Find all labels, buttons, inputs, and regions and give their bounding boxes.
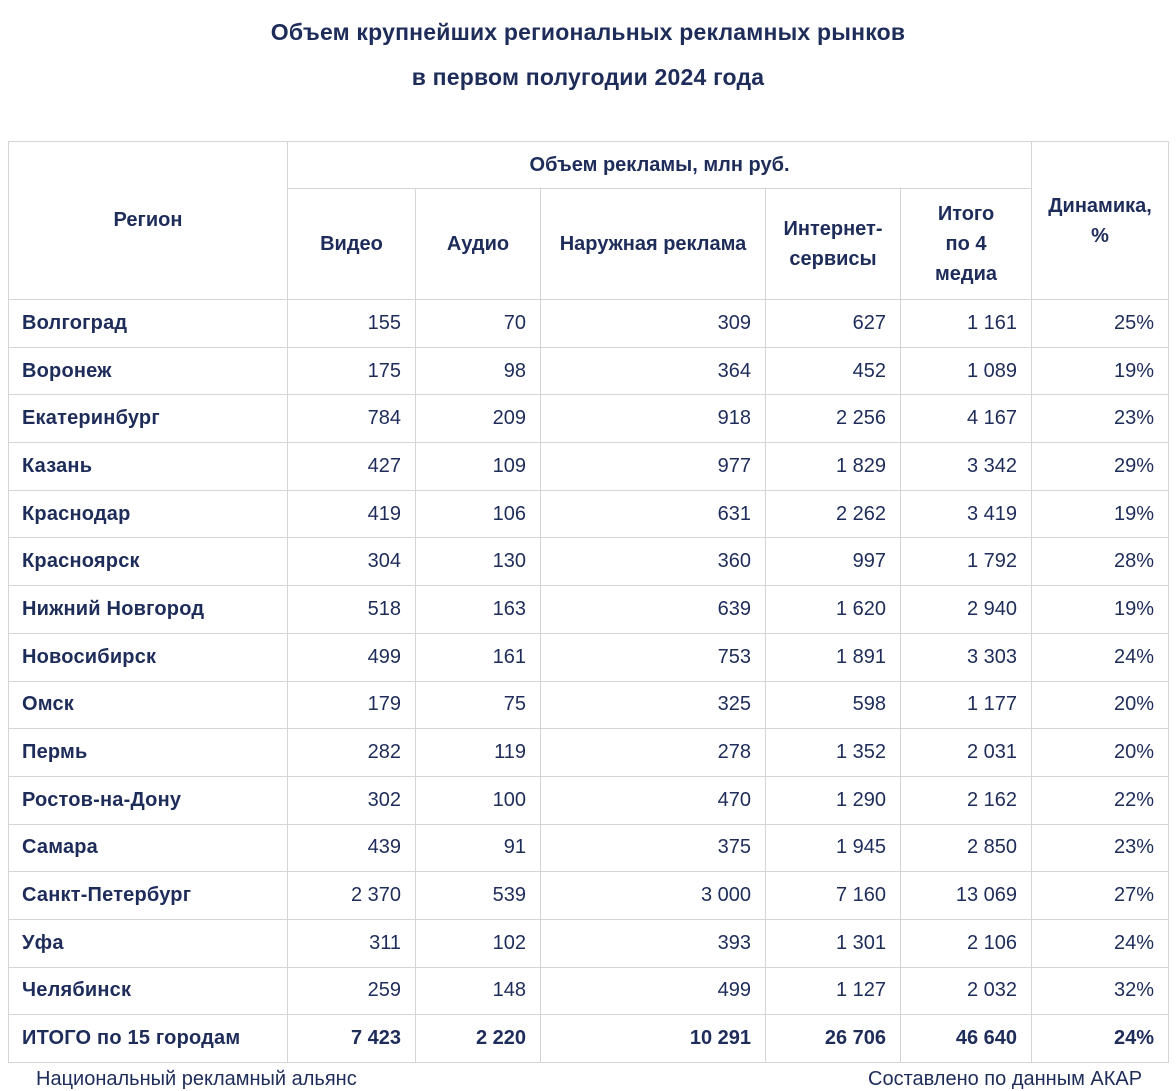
table-row xyxy=(9,586,1169,634)
value-cell: 302 xyxy=(288,776,416,824)
value-cell: 2 262 xyxy=(766,490,901,538)
table-row xyxy=(9,633,1169,681)
value-cell: 627 xyxy=(766,300,901,348)
value-cell: 631 xyxy=(541,490,766,538)
value-cell: 259 xyxy=(288,967,416,1015)
value-cell: 4 167 xyxy=(901,395,1032,443)
value-cell: 119 xyxy=(416,729,541,777)
value-cell: 163 xyxy=(416,586,541,634)
value-cell: 439 xyxy=(288,824,416,872)
value-cell: 3 419 xyxy=(901,490,1032,538)
value-cell: 175 xyxy=(288,347,416,395)
value-cell: 282 xyxy=(288,729,416,777)
value-cell: 179 xyxy=(288,681,416,729)
value-cell: 32% xyxy=(1032,967,1169,1015)
header-video: Видео xyxy=(288,189,416,300)
table-row xyxy=(9,490,1169,538)
value-cell: 278 xyxy=(541,729,766,777)
header-dynamics: Динамика, % xyxy=(1032,142,1169,300)
value-cell: 499 xyxy=(288,633,416,681)
value-cell: 27% xyxy=(1032,872,1169,920)
value-cell: 209 xyxy=(416,395,541,443)
value-cell: 70 xyxy=(416,300,541,348)
value-cell: 19% xyxy=(1032,586,1169,634)
value-cell: 499 xyxy=(541,967,766,1015)
value-cell: 22% xyxy=(1032,776,1169,824)
footnote-right-fragment: Составлено по данным АКАР xyxy=(868,1068,1143,1090)
value-cell: 598 xyxy=(766,681,901,729)
value-cell: 23% xyxy=(1032,824,1169,872)
value-cell: 918 xyxy=(541,395,766,443)
title-line-2: в первом полугодии 2024 года xyxy=(411,64,765,90)
value-cell: 1 089 xyxy=(901,347,1032,395)
value-cell: 24% xyxy=(1032,633,1169,681)
value-cell: 2 106 xyxy=(901,919,1032,967)
value-cell: 470 xyxy=(541,776,766,824)
value-cell: 26 706 xyxy=(766,1015,901,1063)
page-title xyxy=(0,0,1176,92)
value-cell: 3 342 xyxy=(901,443,1032,491)
region-cell: Екатеринбург xyxy=(9,395,288,443)
table-row xyxy=(9,443,1169,491)
regional-ad-market-table xyxy=(8,141,1169,1063)
region-cell: Волгоград xyxy=(9,300,288,348)
value-cell: 28% xyxy=(1032,538,1169,586)
region-cell: Омск xyxy=(9,681,288,729)
table-row xyxy=(9,776,1169,824)
value-cell: 2 940 xyxy=(901,586,1032,634)
region-cell: Ростов-на-Дону xyxy=(9,776,288,824)
value-cell: 91 xyxy=(416,824,541,872)
value-cell: 452 xyxy=(766,347,901,395)
value-cell: 13 069 xyxy=(901,872,1032,920)
value-cell: 7 423 xyxy=(288,1015,416,1063)
value-cell: 98 xyxy=(416,347,541,395)
header-outdoor: Наружная реклама xyxy=(541,189,766,300)
value-cell: 360 xyxy=(541,538,766,586)
table-row xyxy=(9,729,1169,777)
value-cell: 518 xyxy=(288,586,416,634)
region-cell: Новосибирск xyxy=(9,633,288,681)
value-cell: 997 xyxy=(766,538,901,586)
value-cell: 2 162 xyxy=(901,776,1032,824)
value-cell: 19% xyxy=(1032,347,1169,395)
value-cell: 309 xyxy=(541,300,766,348)
region-cell: Краснодар xyxy=(9,490,288,538)
table-header xyxy=(9,142,1169,300)
table-row xyxy=(9,300,1169,348)
value-cell: 419 xyxy=(288,490,416,538)
value-cell: 1 829 xyxy=(766,443,901,491)
value-cell: 10 291 xyxy=(541,1015,766,1063)
footnote-clipped xyxy=(0,1068,1176,1090)
table-body xyxy=(9,300,1169,1063)
value-cell: 23% xyxy=(1032,395,1169,443)
table-row xyxy=(9,824,1169,872)
value-cell: 1 792 xyxy=(901,538,1032,586)
region-cell: Воронеж xyxy=(9,347,288,395)
value-cell: 1 891 xyxy=(766,633,901,681)
value-cell: 148 xyxy=(416,967,541,1015)
value-cell: 24% xyxy=(1032,919,1169,967)
value-cell: 1 127 xyxy=(766,967,901,1015)
value-cell: 1 620 xyxy=(766,586,901,634)
value-cell: 106 xyxy=(416,490,541,538)
value-cell: 539 xyxy=(416,872,541,920)
table-row xyxy=(9,872,1169,920)
value-cell: 2 031 xyxy=(901,729,1032,777)
value-cell: 1 352 xyxy=(766,729,901,777)
value-cell: 2 370 xyxy=(288,872,416,920)
region-cell: ИТОГО по 15 городам xyxy=(9,1015,288,1063)
value-cell: 155 xyxy=(288,300,416,348)
value-cell: 7 160 xyxy=(766,872,901,920)
value-cell: 784 xyxy=(288,395,416,443)
value-cell: 25% xyxy=(1032,300,1169,348)
value-cell: 325 xyxy=(541,681,766,729)
footnote-left-fragment: Национальный рекламный альянс xyxy=(36,1068,357,1090)
value-cell: 19% xyxy=(1032,490,1169,538)
table-row xyxy=(9,538,1169,586)
region-cell: Самара xyxy=(9,824,288,872)
value-cell: 2 850 xyxy=(901,824,1032,872)
value-cell: 100 xyxy=(416,776,541,824)
header-internet: Интернет-сервисы xyxy=(766,189,901,300)
region-cell: Казань xyxy=(9,443,288,491)
value-cell: 2 256 xyxy=(766,395,901,443)
region-cell: Челябинск xyxy=(9,967,288,1015)
value-cell: 364 xyxy=(541,347,766,395)
value-cell: 304 xyxy=(288,538,416,586)
table-row xyxy=(9,919,1169,967)
table-row xyxy=(9,681,1169,729)
value-cell: 24% xyxy=(1032,1015,1169,1063)
value-cell: 311 xyxy=(288,919,416,967)
table-row xyxy=(9,967,1169,1015)
value-cell: 1 945 xyxy=(766,824,901,872)
value-cell: 130 xyxy=(416,538,541,586)
region-cell: Уфа xyxy=(9,919,288,967)
value-cell: 753 xyxy=(541,633,766,681)
value-cell: 102 xyxy=(416,919,541,967)
value-cell: 20% xyxy=(1032,681,1169,729)
table-row xyxy=(9,347,1169,395)
value-cell: 29% xyxy=(1032,443,1169,491)
title-line-1: Объем крупнейших региональных рекламных рынков xyxy=(270,19,906,45)
region-cell: Санкт-Петербург xyxy=(9,872,288,920)
value-cell: 1 301 xyxy=(766,919,901,967)
region-cell: Красноярск xyxy=(9,538,288,586)
value-cell: 46 640 xyxy=(901,1015,1032,1063)
total-row xyxy=(9,1015,1169,1063)
value-cell: 161 xyxy=(416,633,541,681)
value-cell: 375 xyxy=(541,824,766,872)
value-cell: 393 xyxy=(541,919,766,967)
value-cell: 427 xyxy=(288,443,416,491)
table-row xyxy=(9,395,1169,443)
header-audio: Аудио xyxy=(416,189,541,300)
region-cell: Пермь xyxy=(9,729,288,777)
value-cell: 1 177 xyxy=(901,681,1032,729)
value-cell: 75 xyxy=(416,681,541,729)
value-cell: 2 032 xyxy=(901,967,1032,1015)
value-cell: 3 303 xyxy=(901,633,1032,681)
value-cell: 109 xyxy=(416,443,541,491)
value-cell: 639 xyxy=(541,586,766,634)
value-cell: 1 290 xyxy=(766,776,901,824)
value-cell: 977 xyxy=(541,443,766,491)
region-cell: Нижний Новгород xyxy=(9,586,288,634)
value-cell: 20% xyxy=(1032,729,1169,777)
header-group-ad-volume: Объем рекламы, млн руб. xyxy=(288,142,1032,189)
value-cell: 1 161 xyxy=(901,300,1032,348)
header-region: Регион xyxy=(9,142,288,300)
value-cell: 2 220 xyxy=(416,1015,541,1063)
header-total-4-media: Итого по 4 медиа xyxy=(901,189,1032,300)
value-cell: 3 000 xyxy=(541,872,766,920)
